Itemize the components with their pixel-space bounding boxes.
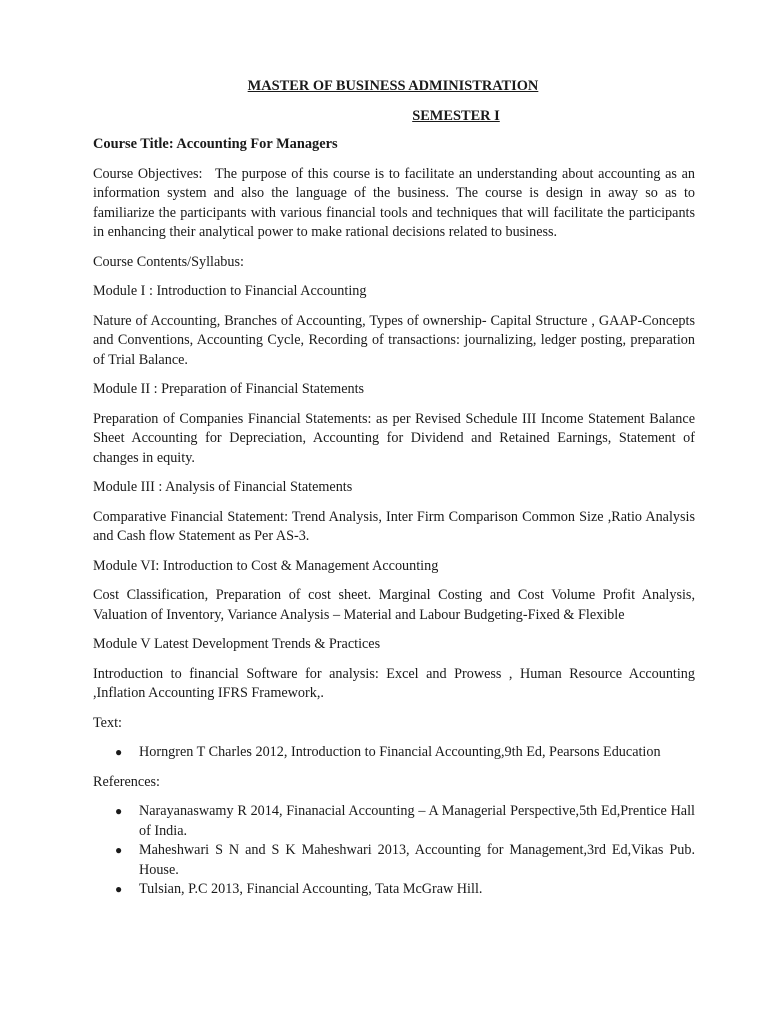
bullet-icon: ● <box>115 745 123 759</box>
list-item: ● Horngren T Charles 2012, Introduction to Financial Accounting,9th Ed, Pearsons Education <box>139 743 695 763</box>
list-item: ● Maheshwari S N and S K Maheshwari 2013, Accounting for Management,3rd Ed,Vikas Pub. House. <box>115 842 695 878</box>
module-title: Module II : Preparation of Financial Statements <box>93 381 365 397</box>
text-list <box>93 743 695 763</box>
bullet-icon: ● <box>115 804 123 818</box>
bullet-icon: ● <box>115 882 123 896</box>
syllabus-page <box>93 77 695 900</box>
module-title: Module VI: Introduction to Cost & Management Accounting <box>93 557 439 574</box>
list-item: ● Tulsian, P.C 2013, Financial Accounting, Tata McGraw Hill. <box>139 880 695 900</box>
course-objectives-label: Course Objectives: <box>93 165 203 182</box>
course-objectives-text: The purpose of this course is to facilitate an understanding about accounting as an information system and also the language of the business. The course is design in away so as to familiarize the participants with various financial tools and techniques that will facilitate the participants in enhancing their analytical power to make rational decisions related to business. <box>93 165 696 240</box>
module-body: Cost Classification, Preparation of cost sheet. Marginal Costing and Cost Volume Profit Analysis, Valuation of Inventory, Variance Analysis – Material and Labour Budgeting-Fixed & Flexible <box>93 587 695 623</box>
course-contents-label: Course Contents/Syllabus: <box>93 253 244 270</box>
references-list <box>93 802 695 900</box>
course-title: Course Title: Accounting For Managers <box>93 136 338 152</box>
text-section-label: Text: <box>93 714 122 731</box>
program-title: MASTER OF BUSINESS ADMINISTRATION <box>247 78 539 94</box>
module-title: Module I : Introduction to Financial Accounting <box>93 283 367 299</box>
course-objectives <box>93 165 695 243</box>
list-item: ● Narayanaswamy R 2014, Finanacial Accounting – A Managerial Perspective,5th Ed,Prentice Hall of India. <box>115 803 695 839</box>
module-body: Comparative Financial Statement: Trend Analysis, Inter Firm Comparison Common Size ,Ratio Analysis and Cash flow Statement as Per AS-3. <box>93 508 695 544</box>
module-title: Module V Latest Development Trends & Practices <box>93 636 381 652</box>
module-body: Introduction to financial Software for analysis: Excel and Prowess , Human Resource Accounting ,Inflation Accounting IFRS Framework,. <box>93 665 695 701</box>
module-body: Preparation of Companies Financial Statements: as per Revised Schedule III Income Statement Balance Sheet Accounting for Depreciation, Accounting for Dividend and Retained Earnings, Statement of changes in equity. <box>93 410 695 466</box>
bullet-icon: ● <box>115 843 123 857</box>
references-label: References: <box>93 773 160 790</box>
module-title: Module III : Analysis of Financial Statements <box>93 479 353 495</box>
module-body: Nature of Accounting, Branches of Accounting, Types of ownership- Capital Structure , GAAP-Concepts and Conventions, Accounting Cycle, Recording of transactions: journalizing, ledger posting, preparation of Trial Balance. <box>93 312 695 368</box>
semester-title: SEMESTER I <box>412 107 500 124</box>
